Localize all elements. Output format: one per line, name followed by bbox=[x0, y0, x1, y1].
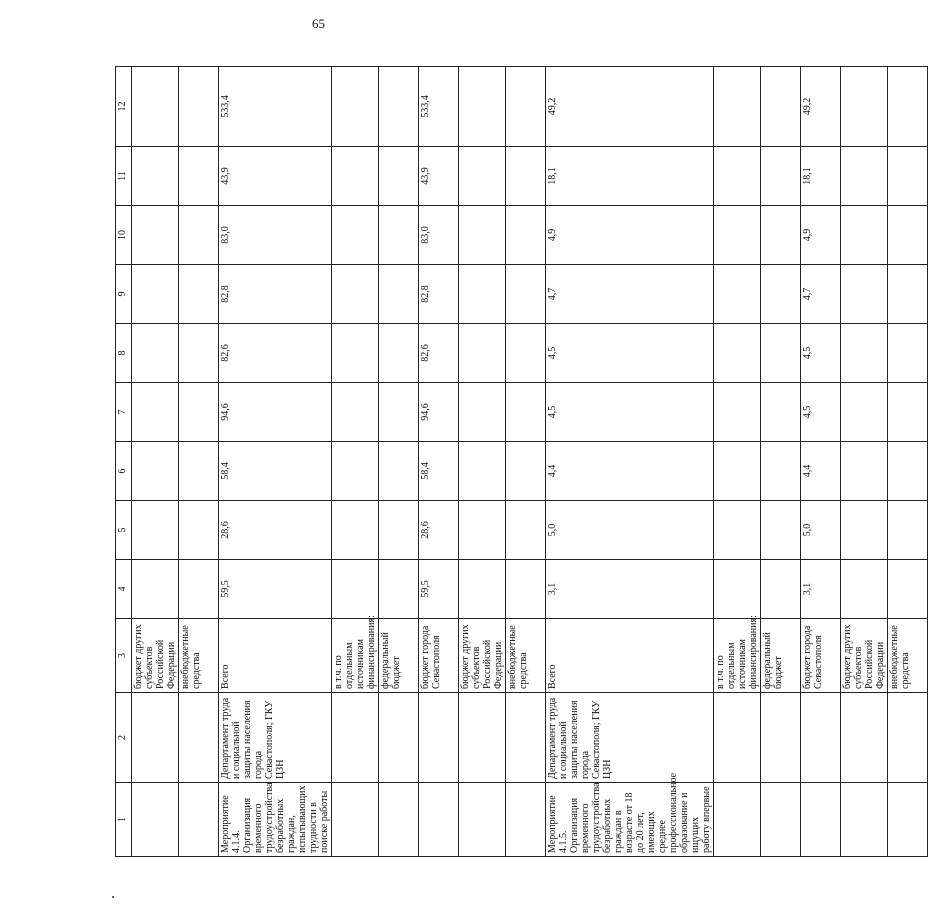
table-row bbox=[888, 67, 928, 857]
table-cell: 94,6 bbox=[219, 383, 332, 442]
table-body bbox=[116, 67, 928, 857]
table-cell bbox=[419, 693, 459, 783]
column-header: 8 bbox=[116, 324, 132, 383]
table-cell bbox=[459, 206, 506, 265]
table-cell bbox=[132, 265, 179, 324]
table-cell: бюджет города Севастополя bbox=[419, 619, 459, 693]
table-cell bbox=[761, 501, 801, 560]
table-cell bbox=[132, 783, 179, 857]
table-cell bbox=[714, 501, 761, 560]
table-cell bbox=[506, 324, 546, 383]
table-cell: 18,1 bbox=[546, 147, 714, 206]
column-header: 7 bbox=[116, 383, 132, 442]
table-cell bbox=[506, 693, 546, 783]
table-cell bbox=[888, 693, 928, 783]
table-cell bbox=[888, 783, 928, 857]
table-cell: 5,0 bbox=[546, 501, 714, 560]
table-cell: в т.ч. по отдельным источникам финансирования: bbox=[714, 619, 761, 693]
table-cell: 4,5 bbox=[801, 324, 841, 383]
table-cell bbox=[761, 693, 801, 783]
table-cell bbox=[179, 206, 219, 265]
table-cell: 4,9 bbox=[546, 206, 714, 265]
table-cell bbox=[459, 265, 506, 324]
table-row bbox=[219, 67, 332, 857]
table-cell bbox=[459, 442, 506, 501]
table-cell: бюджет других субъектов Российской Федерации bbox=[132, 619, 179, 693]
column-header: 11 bbox=[116, 147, 132, 206]
table-cell bbox=[506, 783, 546, 857]
table-cell bbox=[761, 383, 801, 442]
table-cell: 82,8 bbox=[419, 265, 459, 324]
table-cell bbox=[179, 442, 219, 501]
table-cell bbox=[132, 324, 179, 383]
table-cell: 533,4 bbox=[419, 67, 459, 147]
table-row bbox=[419, 67, 459, 857]
table-cell: федеральный бюджет bbox=[379, 619, 419, 693]
table-cell: 59,5 bbox=[219, 560, 332, 619]
table-cell bbox=[506, 501, 546, 560]
table-cell bbox=[841, 783, 888, 857]
table-cell bbox=[459, 560, 506, 619]
table-cell bbox=[506, 67, 546, 147]
table-row bbox=[714, 67, 761, 857]
table-cell: 49,2 bbox=[801, 67, 841, 147]
table-cell bbox=[332, 693, 379, 783]
table-cell bbox=[841, 265, 888, 324]
scan-mark bbox=[112, 896, 114, 898]
table-cell bbox=[179, 783, 219, 857]
table-cell: Департамент труда и социальной защиты населения города Севастополя; ГКУ ЦЗН bbox=[219, 693, 332, 783]
table-cell: федеральный бюджет bbox=[761, 619, 801, 693]
table-cell bbox=[132, 693, 179, 783]
table-cell bbox=[332, 67, 379, 147]
table-cell bbox=[379, 501, 419, 560]
table-cell: 94,6 bbox=[419, 383, 459, 442]
column-header: 2 bbox=[116, 693, 132, 783]
table-cell: бюджет города Севастополя bbox=[801, 619, 841, 693]
table-cell bbox=[761, 265, 801, 324]
table-cell bbox=[459, 324, 506, 383]
column-header: 9 bbox=[116, 265, 132, 324]
table-cell: 4,7 bbox=[546, 265, 714, 324]
table-cell bbox=[714, 442, 761, 501]
table-cell bbox=[888, 560, 928, 619]
table-cell bbox=[801, 783, 841, 857]
table-cell: 4,5 bbox=[546, 324, 714, 383]
table-cell: бюджет других субъектов Российской Федерации bbox=[841, 619, 888, 693]
table-cell bbox=[379, 265, 419, 324]
table-cell bbox=[761, 324, 801, 383]
table-cell bbox=[332, 265, 379, 324]
table-cell bbox=[459, 501, 506, 560]
table-cell: 4,4 bbox=[801, 442, 841, 501]
table-cell: 4,4 bbox=[546, 442, 714, 501]
table-cell bbox=[506, 147, 546, 206]
table-cell bbox=[761, 147, 801, 206]
table-row bbox=[332, 67, 379, 857]
table-cell bbox=[841, 147, 888, 206]
column-header: 5 bbox=[116, 501, 132, 560]
table-cell bbox=[179, 67, 219, 147]
table-cell bbox=[761, 560, 801, 619]
table-cell bbox=[841, 383, 888, 442]
table-cell: 4,9 bbox=[801, 206, 841, 265]
table-cell: внебюджетные средства bbox=[506, 619, 546, 693]
table-cell: 43,9 bbox=[219, 147, 332, 206]
table-cell bbox=[714, 67, 761, 147]
table-cell bbox=[179, 324, 219, 383]
table-row bbox=[132, 67, 179, 857]
table-cell: 533,4 bbox=[219, 67, 332, 147]
table-cell bbox=[379, 693, 419, 783]
table-cell bbox=[179, 501, 219, 560]
table-cell bbox=[132, 442, 179, 501]
table-cell: 59,5 bbox=[419, 560, 459, 619]
table-cell bbox=[332, 501, 379, 560]
table-cell bbox=[761, 783, 801, 857]
table-cell bbox=[506, 206, 546, 265]
table-cell bbox=[841, 324, 888, 383]
table-cell bbox=[888, 324, 928, 383]
table-cell: внебюджетные средства bbox=[179, 619, 219, 693]
table-row bbox=[841, 67, 888, 857]
table-cell bbox=[506, 442, 546, 501]
table-cell: 49,2 bbox=[546, 67, 714, 147]
table-row bbox=[761, 67, 801, 857]
table-cell bbox=[332, 560, 379, 619]
table-cell: Мероприятие 4.1.5. Организация временного трудоустройства безработных граждан в возрасте от 18 до 20 лет, имеющих среднее профессиональное образование и ищущих работу впервые bbox=[546, 783, 714, 857]
column-header: 6 bbox=[116, 442, 132, 501]
table-cell bbox=[132, 206, 179, 265]
table-cell: 28,6 bbox=[419, 501, 459, 560]
table-row bbox=[379, 67, 419, 857]
table-cell: 4,5 bbox=[801, 383, 841, 442]
table-cell bbox=[179, 560, 219, 619]
column-header: 3 bbox=[116, 619, 132, 693]
table-cell bbox=[714, 206, 761, 265]
table-cell: в т.ч. по отдельным источникам финансирования: bbox=[332, 619, 379, 693]
budget-table bbox=[115, 66, 928, 857]
table-cell bbox=[332, 383, 379, 442]
table-cell bbox=[761, 206, 801, 265]
table-row bbox=[801, 67, 841, 857]
page-number: 65 bbox=[312, 16, 325, 31]
table-cell bbox=[888, 147, 928, 206]
table-cell bbox=[761, 67, 801, 147]
column-header: 12 bbox=[116, 67, 132, 147]
table-cell bbox=[379, 147, 419, 206]
table-cell bbox=[888, 383, 928, 442]
table-cell bbox=[379, 324, 419, 383]
table-cell: 4,7 bbox=[801, 265, 841, 324]
table-cell bbox=[379, 560, 419, 619]
table-cell bbox=[419, 783, 459, 857]
table-cell bbox=[179, 383, 219, 442]
table-cell bbox=[506, 383, 546, 442]
table-cell bbox=[332, 147, 379, 206]
table-cell bbox=[714, 265, 761, 324]
table-cell: внебюджетные средства bbox=[888, 619, 928, 693]
table-cell: 4,5 bbox=[546, 383, 714, 442]
rotated-table-container bbox=[115, 67, 911, 857]
table-cell bbox=[841, 442, 888, 501]
table-cell: 82,6 bbox=[419, 324, 459, 383]
table-cell bbox=[841, 501, 888, 560]
table-cell: Мероприятие 4.1.4. Организация временного трудоустройства безработных граждан, испытывающих трудности в поиске работы bbox=[219, 783, 332, 857]
table-cell bbox=[841, 206, 888, 265]
table-cell bbox=[179, 265, 219, 324]
table-cell bbox=[179, 147, 219, 206]
table-cell bbox=[459, 147, 506, 206]
table-cell bbox=[379, 383, 419, 442]
table-cell bbox=[332, 783, 379, 857]
table-cell bbox=[379, 783, 419, 857]
table-cell: 58,4 bbox=[419, 442, 459, 501]
table-cell bbox=[459, 783, 506, 857]
table-cell bbox=[888, 265, 928, 324]
table-cell bbox=[332, 324, 379, 383]
table-cell bbox=[714, 324, 761, 383]
table-cell bbox=[132, 501, 179, 560]
table-cell: 83,0 bbox=[219, 206, 332, 265]
table-cell: 3,1 bbox=[801, 560, 841, 619]
table-cell bbox=[714, 383, 761, 442]
table-cell bbox=[506, 560, 546, 619]
table-cell bbox=[714, 783, 761, 857]
table-cell bbox=[506, 265, 546, 324]
table-cell: Всего bbox=[546, 619, 714, 693]
header-row bbox=[116, 67, 132, 857]
table-cell bbox=[379, 442, 419, 501]
table-cell bbox=[459, 67, 506, 147]
table-row bbox=[506, 67, 546, 857]
table-cell bbox=[459, 383, 506, 442]
table-cell: 5,0 bbox=[801, 501, 841, 560]
table-row bbox=[546, 67, 714, 857]
table-cell bbox=[801, 693, 841, 783]
table-cell bbox=[132, 147, 179, 206]
table-cell bbox=[332, 206, 379, 265]
table-cell: 18,1 bbox=[801, 147, 841, 206]
table-cell bbox=[761, 442, 801, 501]
table-cell bbox=[888, 206, 928, 265]
table-cell: Всего bbox=[219, 619, 332, 693]
table-cell: 82,6 bbox=[219, 324, 332, 383]
table-cell bbox=[132, 67, 179, 147]
table-cell bbox=[888, 67, 928, 147]
table-cell bbox=[841, 67, 888, 147]
table-row bbox=[179, 67, 219, 857]
table-cell: 28,6 bbox=[219, 501, 332, 560]
table-cell bbox=[459, 693, 506, 783]
table-cell bbox=[841, 560, 888, 619]
table-cell bbox=[714, 560, 761, 619]
table-cell bbox=[132, 383, 179, 442]
table-cell: 58,4 bbox=[219, 442, 332, 501]
table-cell: 43,9 bbox=[419, 147, 459, 206]
table-cell bbox=[379, 67, 419, 147]
table-cell: 82,8 bbox=[219, 265, 332, 324]
table-cell: бюджет других субъектов Российской Федерации bbox=[459, 619, 506, 693]
table-cell: Департамент труда и социальной защиты населения города Севастополя; ГКУ ЦЗН bbox=[546, 693, 714, 783]
table-cell: 3,1 bbox=[546, 560, 714, 619]
table-cell bbox=[714, 147, 761, 206]
column-header: 10 bbox=[116, 206, 132, 265]
table-cell bbox=[332, 442, 379, 501]
table-cell bbox=[132, 560, 179, 619]
table-cell bbox=[179, 693, 219, 783]
table-cell bbox=[714, 693, 761, 783]
table-row bbox=[459, 67, 506, 857]
table-cell bbox=[379, 206, 419, 265]
table-cell bbox=[841, 693, 888, 783]
column-header: 1 bbox=[116, 783, 132, 857]
table-cell: 83,0 bbox=[419, 206, 459, 265]
table-cell bbox=[888, 442, 928, 501]
column-header: 4 bbox=[116, 560, 132, 619]
table-cell bbox=[888, 501, 928, 560]
